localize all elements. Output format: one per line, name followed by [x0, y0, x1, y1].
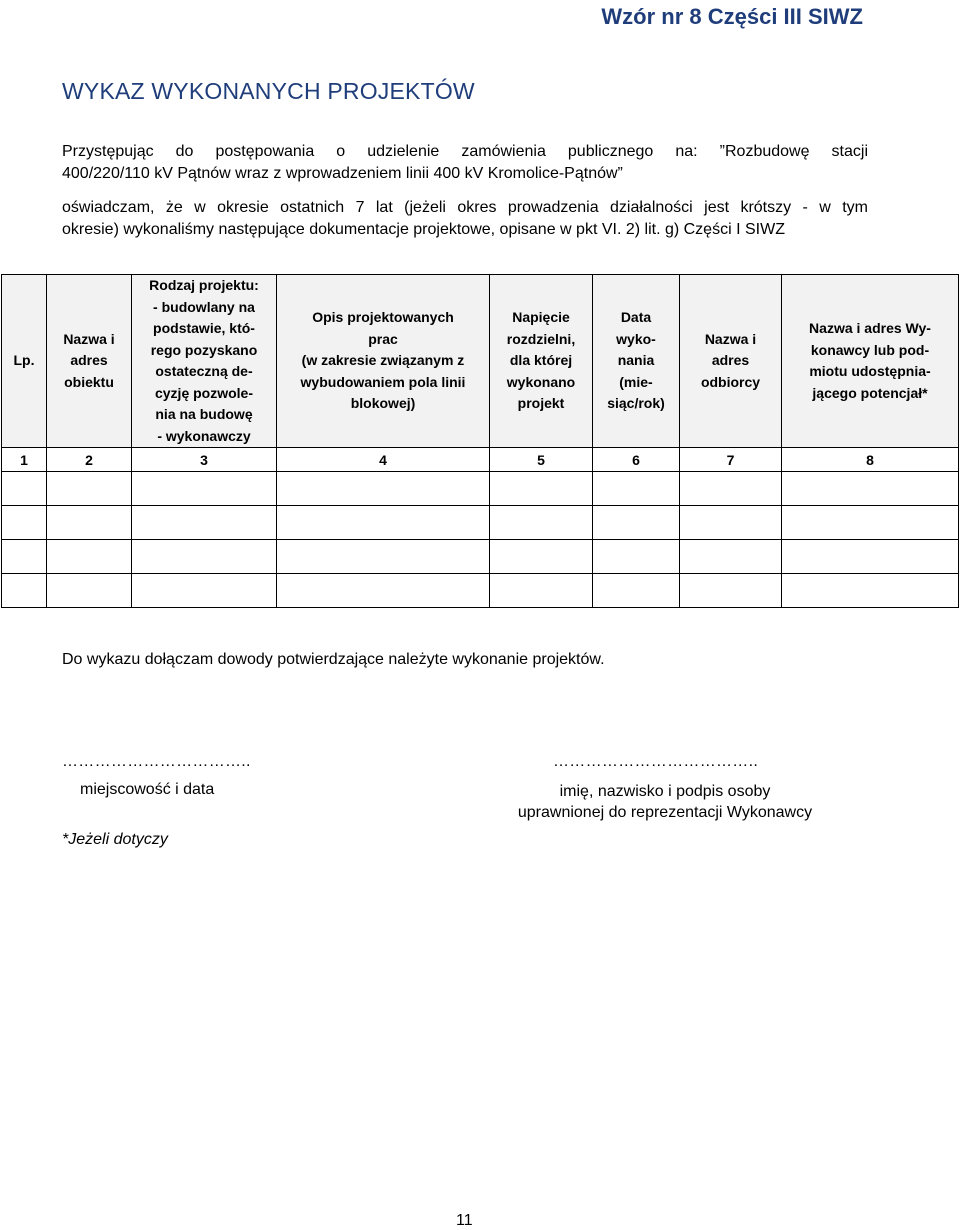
- column-header-line: wybudowaniem pola linii: [300, 373, 466, 390]
- column-header-line: Rodzaj projektu:: [149, 277, 259, 293]
- table-cell[interactable]: [680, 540, 782, 574]
- table-cell[interactable]: [782, 506, 959, 540]
- column-header-3: [132, 275, 277, 448]
- table-header-row: [2, 275, 959, 448]
- table-cell[interactable]: [132, 472, 277, 506]
- column-header-line: - budowlany na: [153, 298, 255, 315]
- column-header-line: nania: [617, 352, 655, 369]
- column-header-line: dla której: [509, 352, 573, 369]
- column-header-line: (mie-: [619, 373, 653, 390]
- column-header-line: wyko-: [616, 330, 656, 347]
- table-cell[interactable]: [47, 540, 132, 574]
- column-header-line: prac: [368, 330, 398, 347]
- table-row: [2, 472, 959, 506]
- attachment-note: Do wykazu dołączam dowody potwierdzające należyte wykonanie projektów.: [62, 651, 605, 668]
- table-row: [2, 506, 959, 540]
- column-header-line: (w zakresie związanym z: [301, 352, 465, 369]
- column-number-row: [2, 448, 959, 472]
- column-header-4: [277, 275, 490, 448]
- column-header-line: Data: [620, 309, 652, 326]
- footnote: *Jeżeli dotyczy: [62, 831, 168, 848]
- table-cell[interactable]: [47, 574, 132, 608]
- column-number: 8: [782, 448, 959, 472]
- column-number: 1: [2, 448, 47, 472]
- table-cell[interactable]: [277, 540, 490, 574]
- table-cell[interactable]: [2, 472, 47, 506]
- column-number: 6: [593, 448, 680, 472]
- table-cell[interactable]: [490, 540, 593, 574]
- table-cell[interactable]: [490, 574, 593, 608]
- column-header-line: miotu udostępnia-: [809, 363, 931, 379]
- column-header-line: podstawie, któ-: [153, 320, 255, 336]
- table-cell[interactable]: [593, 506, 680, 540]
- column-header-line: Napięcie: [512, 309, 570, 326]
- signature-label-line-2: uprawnionej do reprezentacji Wykonawcy: [517, 804, 813, 821]
- intro-line-1: Przystępując do postępowania o udzielenie zamówienia publicznego na: ”Rozbudowę stacji: [62, 143, 868, 160]
- signature-label: [502, 781, 828, 823]
- column-header-line: konawcy lub pod-: [810, 341, 930, 358]
- column-header-line: - wykonawczy: [157, 427, 251, 444]
- column-header-7: [680, 275, 782, 448]
- column-number: 4: [277, 448, 490, 472]
- column-number: 3: [132, 448, 277, 472]
- statement-line-2: okresie) wykonaliśmy następujące dokumentacje projektowe, opisane w pkt VI. 2) lit. g) Części I SIWZ: [62, 221, 785, 238]
- column-header-line: Lp.: [13, 352, 35, 369]
- table-cell[interactable]: [680, 506, 782, 540]
- signature-label-line-1: imię, nazwisko i podpis osoby: [559, 783, 771, 800]
- place-date-label: miejscowość i data: [80, 781, 215, 798]
- table-cell[interactable]: [47, 506, 132, 540]
- column-header-line: wykonano: [506, 373, 576, 390]
- column-header-1: [2, 275, 47, 448]
- column-header-line: blokowej): [350, 395, 416, 412]
- column-header-line: adres: [711, 352, 750, 369]
- column-header-line: rego pozyskano: [150, 341, 258, 358]
- column-header-line: obiektu: [64, 373, 114, 390]
- table-cell[interactable]: [490, 472, 593, 506]
- table-cell[interactable]: [2, 574, 47, 608]
- page-title: WYKAZ WYKONANYCH PROJEKTÓW: [62, 78, 475, 104]
- column-header-line: projekt: [517, 395, 565, 412]
- table-cell[interactable]: [132, 506, 277, 540]
- column-header-8: [782, 275, 959, 448]
- column-header-line: Nazwa i adres Wy-: [809, 320, 931, 336]
- place-date-dots: ……………………………..: [62, 753, 251, 770]
- table-cell[interactable]: [593, 540, 680, 574]
- column-header-line: cyzję pozwole-: [154, 384, 254, 401]
- table-cell[interactable]: [593, 574, 680, 608]
- table-cell[interactable]: [2, 506, 47, 540]
- table-cell[interactable]: [680, 472, 782, 506]
- intro-line-2: 400/220/110 kV Pątnów wraz z wprowadzeniem linii 400 kV Kromolice-Pątnów”: [62, 165, 623, 182]
- column-header-line: ostateczną de-: [155, 363, 253, 379]
- table-cell[interactable]: [132, 540, 277, 574]
- table-cell[interactable]: [47, 472, 132, 506]
- intro-paragraph: [62, 141, 868, 185]
- table-row: [2, 540, 959, 574]
- table-cell[interactable]: [277, 472, 490, 506]
- column-header-6: [593, 275, 680, 448]
- column-header-line: siąc/rok): [607, 395, 665, 412]
- table-cell[interactable]: [277, 574, 490, 608]
- column-header-2: [47, 275, 132, 448]
- column-header-line: nia na budowę: [155, 406, 253, 422]
- column-number: 2: [47, 448, 132, 472]
- table-cell[interactable]: [2, 540, 47, 574]
- column-header-line: jącego potencjał*: [812, 384, 928, 401]
- table-cell[interactable]: [593, 472, 680, 506]
- column-header-line: Nazwa i: [704, 330, 757, 347]
- column-header-line: Nazwa i: [63, 330, 115, 347]
- projects-table: [1, 274, 959, 608]
- signature-dots: ………………………………..: [553, 753, 759, 770]
- column-number: 5: [490, 448, 593, 472]
- table-cell[interactable]: [782, 540, 959, 574]
- statement-line-1: oświadczam, że w okresie ostatnich 7 lat (jeżeli okres prowadzenia działalności jest krótszy - w tym: [62, 199, 868, 216]
- column-header-line: odbiorcy: [700, 373, 761, 390]
- table-cell[interactable]: [680, 574, 782, 608]
- column-number: 7: [680, 448, 782, 472]
- table-row: [2, 574, 959, 608]
- column-header-line: Opis projektowanych: [312, 309, 454, 326]
- form-label: Wzór nr 8 Części III SIWZ: [601, 4, 863, 29]
- statement-paragraph: [62, 197, 868, 241]
- column-header-line: adres: [70, 352, 108, 369]
- table-cell[interactable]: [782, 472, 959, 506]
- table-cell[interactable]: [277, 506, 490, 540]
- column-header-5: [490, 275, 593, 448]
- column-header-line: rozdzielni,: [506, 330, 576, 347]
- table-cell[interactable]: [490, 506, 593, 540]
- page-number: 11: [456, 1212, 473, 1229]
- table-cell[interactable]: [782, 574, 959, 608]
- table-cell[interactable]: [132, 574, 277, 608]
